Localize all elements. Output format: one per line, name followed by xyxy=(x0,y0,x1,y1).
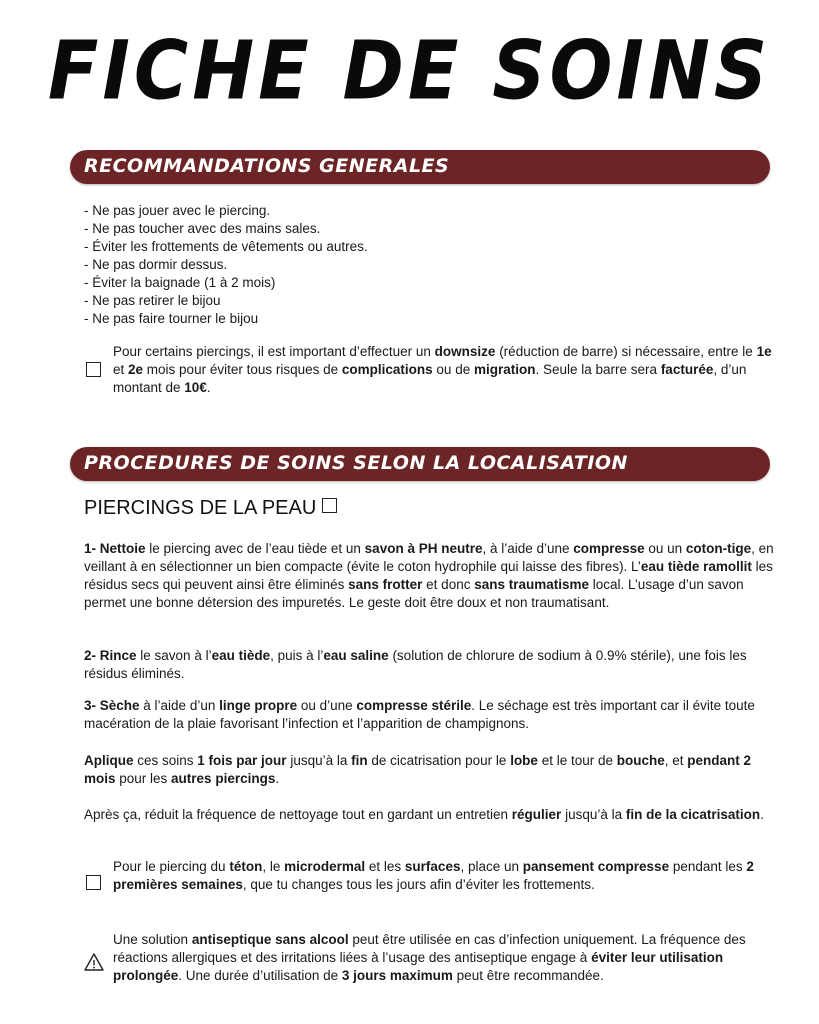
emphasis: autres piercings xyxy=(171,771,276,786)
subheading-piercings-peau xyxy=(84,497,337,520)
list-item: - Ne pas jouer avec le piercing. xyxy=(84,203,271,218)
step-3-dry xyxy=(84,697,774,733)
text: , que tu changes tous les jours afin d’éviter les frottements. xyxy=(242,877,595,892)
after-care xyxy=(84,806,774,824)
emphasis: 3- Sèche xyxy=(84,698,140,713)
emphasis: surfaces xyxy=(404,859,461,874)
emphasis: 1- Nettoie xyxy=(84,541,146,556)
text: et xyxy=(113,362,129,377)
section-banner-procedures xyxy=(70,447,770,481)
emphasis: éviter leur utilisation prolongée xyxy=(113,950,724,983)
text: (solution de chlorure de sodium à 0.9% stérile), une fois les résidus éliminés. xyxy=(84,648,747,681)
text: . xyxy=(760,807,764,822)
emphasis: eau tiède ramollit xyxy=(640,559,752,574)
emphasis: facturée xyxy=(660,362,714,377)
emphasis: complications xyxy=(341,362,433,377)
emphasis: coton-tige xyxy=(685,541,752,556)
text: . Le séchage est très important car il évite toute macération de la plaie favorisant l’infection et l’apparition de champignons. xyxy=(84,698,755,731)
emphasis: microdermal xyxy=(284,859,366,874)
apply-frequency xyxy=(84,752,774,788)
text: Une solution xyxy=(113,932,192,947)
text: (réduction de barre) si nécessaire, entre le xyxy=(495,344,757,359)
warning-triangle-icon xyxy=(84,952,104,972)
emphasis: eau saline xyxy=(323,648,389,663)
text: . Seule la barre sera xyxy=(535,362,661,377)
text: jusqu’à la xyxy=(286,753,352,768)
dressing-checkbox[interactable] xyxy=(86,875,101,890)
emphasis: 2- Rince xyxy=(84,648,137,663)
emphasis: fin de la cicatrisation xyxy=(625,807,761,822)
text: et le tour de xyxy=(537,753,617,768)
list-item: - Éviter les frottements de vêtements ou autres. xyxy=(84,239,368,254)
recommendations-list xyxy=(84,202,368,328)
text: ou d’une xyxy=(297,698,357,713)
emphasis: migration xyxy=(473,362,536,377)
text: pour les xyxy=(115,771,172,786)
step-1-clean xyxy=(84,540,774,612)
checkbox-icon[interactable] xyxy=(322,498,337,513)
text: peut être recommandée. xyxy=(452,968,604,983)
text: à l’aide d’un xyxy=(139,698,220,713)
text: Pour certains piercings, il est important d’effectuer un xyxy=(113,344,435,359)
step-2-rinse xyxy=(84,647,774,683)
emphasis: régulier xyxy=(511,807,562,822)
emphasis: sans traumatisme xyxy=(474,577,590,592)
text: ou un xyxy=(644,541,686,556)
emphasis: pendant 2 mois xyxy=(84,753,752,786)
text: . Une durée d’utilisation de xyxy=(178,968,342,983)
text: le savon à l’ xyxy=(136,648,212,663)
page-title: FICHE DE SOINS xyxy=(47,23,772,119)
text: pendant les xyxy=(669,859,747,874)
emphasis: 1 fois par jour xyxy=(197,753,287,768)
text: le piercing avec de l’eau tiède et un xyxy=(145,541,365,556)
emphasis: compresse stérile xyxy=(356,698,472,713)
section-heading: PROCEDURES DE SOINS SELON LA LOCALISATION xyxy=(84,452,628,474)
emphasis: fin xyxy=(351,753,368,768)
antiseptic-warning xyxy=(113,931,773,985)
emphasis: Aplique xyxy=(84,753,134,768)
emphasis: bouche xyxy=(616,753,665,768)
text: Pour le piercing du xyxy=(113,859,230,874)
text: . xyxy=(206,380,211,395)
text: , et xyxy=(664,753,688,768)
section-heading: RECOMMANDATIONS GENERALES xyxy=(84,155,450,177)
emphasis: pansement compresse xyxy=(522,859,670,874)
list-item: - Ne pas toucher avec des mains sales. xyxy=(84,221,321,236)
text: , en veillant à en sélectionner un bien compacte (évite le coton hydrophile qui laisse des fibres). L’ xyxy=(84,541,774,574)
emphasis: téton xyxy=(229,859,263,874)
section-banner-recommandations xyxy=(70,150,770,184)
emphasis: linge propre xyxy=(219,698,298,713)
text: . xyxy=(275,771,280,786)
text: de cicatrisation pour le xyxy=(367,753,511,768)
text: Après ça, réduit la fréquence de nettoyage tout en gardant un entretien xyxy=(84,807,512,822)
text: , d’un montant de xyxy=(113,362,747,395)
text: , puis à l’ xyxy=(270,648,324,663)
text: peut être utilisée en cas d’infection uniquement. La fréquence des réactions allergiques et des irritations liées à l’usage des antiseptique engage à xyxy=(113,932,746,965)
list-item: - Ne pas retirer le bijou xyxy=(84,293,221,308)
emphasis: 2 premières semaines xyxy=(113,859,754,892)
emphasis: compresse xyxy=(573,541,645,556)
dressing-note xyxy=(113,858,773,894)
emphasis: lobe xyxy=(510,753,538,768)
emphasis: savon à PH neutre xyxy=(364,541,483,556)
text: , place un xyxy=(460,859,523,874)
text: , le xyxy=(262,859,285,874)
text: et donc xyxy=(422,577,475,592)
emphasis: 10€ xyxy=(184,380,207,395)
emphasis: 3 jours maximum xyxy=(341,968,453,983)
emphasis: eau tiède xyxy=(211,648,271,663)
list-item: - Ne pas faire tourner le bijou xyxy=(84,311,259,326)
downsize-checkbox[interactable] xyxy=(86,362,101,377)
list-item: - Ne pas dormir dessus. xyxy=(84,257,228,272)
text: mois pour éviter tous risques de xyxy=(143,362,342,377)
text: jusqu’à la xyxy=(561,807,626,822)
emphasis: downsize xyxy=(434,344,496,359)
emphasis: 2e xyxy=(128,362,144,377)
text: local. L’usage d’un savon permet une bonne détersion des impuretés. Le geste doit être doux et non traumatisant. xyxy=(84,577,744,610)
text: et les xyxy=(365,859,405,874)
emphasis: sans frotter xyxy=(348,577,423,592)
text: , à l’aide d’une xyxy=(482,541,574,556)
downsize-note xyxy=(113,343,773,397)
text: ces soins xyxy=(133,753,198,768)
list-item: - Éviter la baignade (1 à 2 mois) xyxy=(84,275,276,290)
emphasis: antiseptique sans alcool xyxy=(191,932,349,947)
text: les résidus secs qui peuvent ainsi être éliminés xyxy=(84,559,773,592)
text: ou de xyxy=(432,362,474,377)
emphasis: 1e xyxy=(756,344,772,359)
subheading-text: PIERCINGS DE LA PEAU xyxy=(84,497,317,519)
